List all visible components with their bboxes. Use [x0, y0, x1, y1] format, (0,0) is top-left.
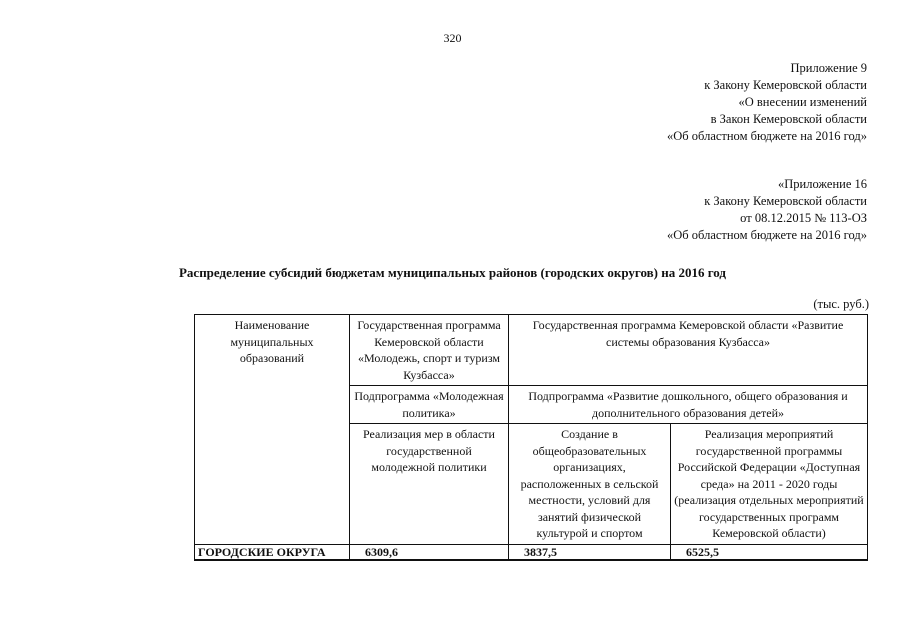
header-text: Государственная программа Кемеровской области «Молодежь, спорт и туризм Кузбасса» — [357, 318, 501, 382]
appendix-line: к Закону Кемеровской области — [704, 194, 867, 208]
header-text: Подпрограмма «Развитие дошкольного, общего образования и дополнительного образования детей» — [528, 389, 848, 420]
appendix-line: Приложение 9 — [790, 61, 867, 75]
header-text: Наименование муниципальных образований — [230, 318, 314, 365]
appendix-line: в Закон Кемеровской области — [710, 112, 867, 126]
row-name-cell: ГОРОДСКИЕ ОКРУГА — [195, 544, 350, 560]
table-header-row — [195, 315, 868, 386]
header-subprogram-youth — [350, 386, 509, 424]
row-youth-policy-cell: 6309,6 — [350, 544, 509, 560]
row-rural-sport-cell: 3837,5 — [509, 544, 671, 560]
header-municipality — [195, 315, 350, 545]
header-program-youth — [350, 315, 509, 386]
header-measure-rural-sport — [509, 424, 671, 545]
appendix-amendment-block — [667, 60, 867, 145]
header-text: Подпрограмма «Молодежная политика» — [354, 389, 504, 420]
appendix-line: «О внесении изменений — [738, 95, 867, 109]
units-label: (тыс. руб.) — [813, 297, 869, 311]
appendix-original-block — [667, 176, 867, 244]
subsidies-table — [194, 314, 868, 561]
appendix-line: «Об областном бюджете на 2016 год» — [667, 129, 867, 143]
header-program-education — [509, 315, 868, 386]
header-text: Реализация мероприятий государственной программы Российской Федерации «Доступная среда» на 2011 - 2020 годы (реализация отдельных мероприятий государственных программ Кемеровской области) — [674, 427, 864, 540]
appendix-line: к Закону Кемеровской области — [704, 78, 867, 92]
header-text: Создание в общеобразовательных организациях, расположенных в сельской местности, условий для занятий физической культурой и спортом — [520, 427, 659, 540]
appendix-line: «Об областном бюджете на 2016 год» — [667, 228, 867, 242]
header-text: Реализация мер в области государственной молодежной политики — [363, 427, 495, 474]
header-measure-accessible-env — [671, 424, 868, 545]
table-row — [195, 544, 868, 560]
header-text: Государственная программа Кемеровской области «Развитие системы образования Кузбасса» — [532, 318, 844, 349]
row-accessible-env-cell: 6525,5 — [671, 544, 868, 560]
header-measure-youth — [350, 424, 509, 545]
header-subprogram-education — [509, 386, 868, 424]
appendix-line: «Приложение 16 — [778, 177, 867, 191]
appendix-line: от 08.12.2015 № 113-ОЗ — [740, 211, 867, 225]
page-number: 320 — [443, 31, 462, 45]
document-title: Распределение субсидий бюджетам муниципальных районов (городских округов) на 2016 год — [178, 265, 727, 280]
